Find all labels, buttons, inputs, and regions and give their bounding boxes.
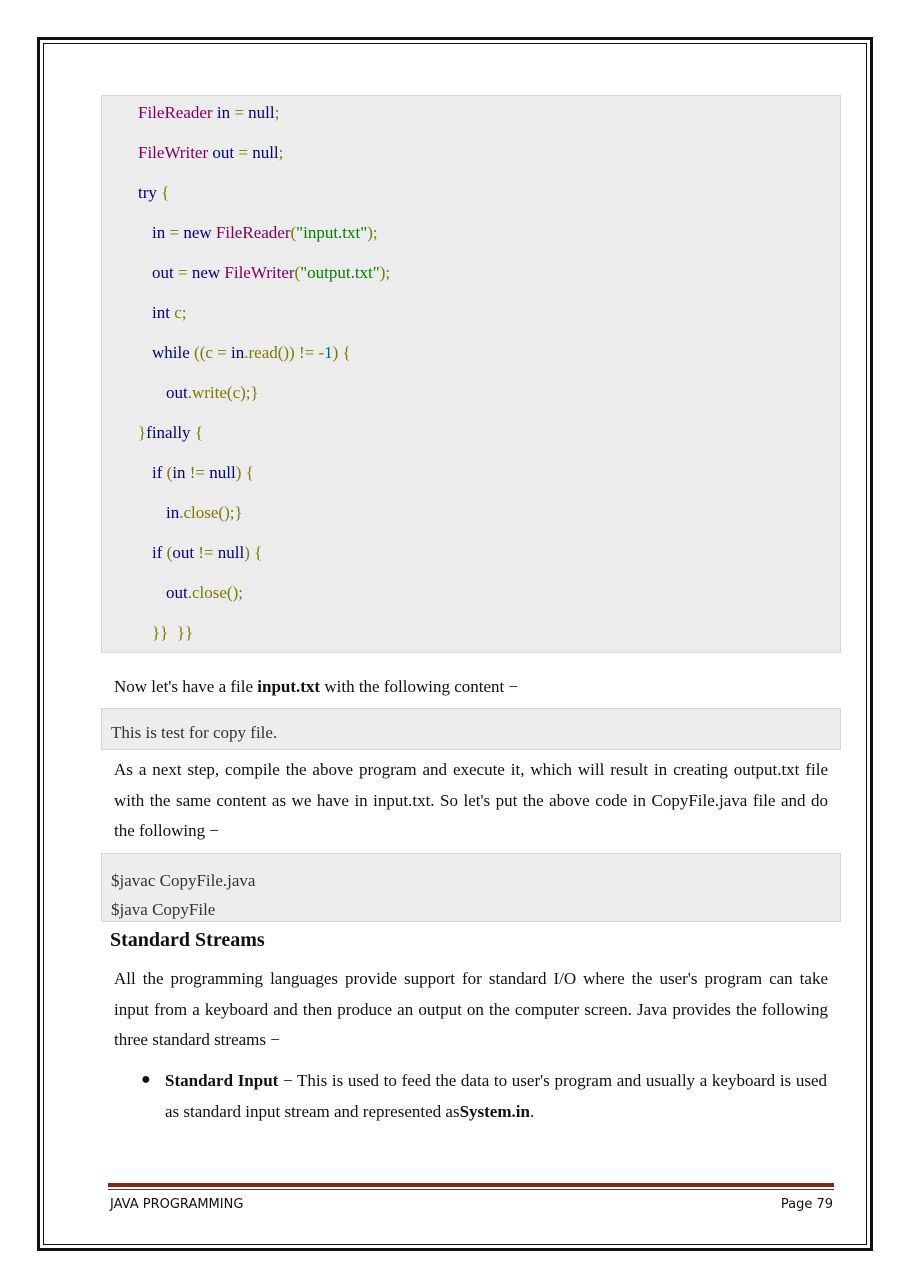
code-token: } [138, 423, 147, 442]
code-token: ( [162, 463, 173, 482]
code-token: new [183, 223, 216, 242]
code-token: in [152, 223, 166, 242]
code-token: = [165, 223, 184, 242]
input-filename: input.txt [257, 677, 321, 696]
code-token: ( [162, 543, 173, 562]
code-line [138, 183, 169, 203]
code-line [152, 343, 351, 363]
code-token: out [166, 383, 188, 402]
code-token: != [194, 543, 218, 562]
code-token: }} }} [152, 623, 194, 642]
code-token: ) { [235, 463, 254, 482]
code-token: .close(); [187, 583, 243, 602]
code-token: int [152, 303, 170, 322]
code-token: = [234, 103, 249, 122]
page-number: Page 79 [780, 1197, 833, 1212]
code-token: in [172, 463, 186, 482]
code-token: ) { [244, 543, 263, 562]
code-token: null [252, 143, 279, 162]
code-token: while [152, 343, 190, 362]
code-token: in [166, 503, 180, 522]
code-line [138, 103, 279, 123]
code-token: null [209, 463, 236, 482]
code-line [166, 503, 243, 523]
code-token: FileReader [138, 103, 213, 122]
input-intro-post: with the following content − [320, 677, 519, 696]
code-line [152, 463, 254, 483]
code-token: "input.txt" [296, 223, 368, 242]
code-token: ((c = [189, 343, 231, 362]
code-token: 1 [324, 343, 333, 362]
command-line-javac: $javac CopyFile.java [111, 871, 256, 890]
input-content-text: This is test for copy file. [111, 723, 278, 742]
code-token: FileReader [215, 223, 291, 242]
code-token: null [217, 543, 245, 562]
code-token: if [152, 543, 163, 562]
code-token: ; [274, 103, 280, 122]
section-heading: Standard Streams [110, 929, 265, 951]
code-token: null [248, 103, 275, 122]
code-line [152, 543, 262, 563]
code-token: .close();} [179, 503, 243, 522]
code-token: out [152, 263, 174, 282]
bullet-standard-input [165, 1065, 827, 1127]
code-line [166, 583, 243, 603]
code-line [152, 263, 390, 283]
code-token: out [208, 143, 239, 162]
paragraph-input-intro [114, 672, 828, 703]
code-token: new [191, 263, 225, 282]
code-line [138, 143, 283, 163]
code-token: FileWriter [224, 263, 295, 282]
bullet-code: System.in [459, 1102, 530, 1121]
code-token: FileWriter [138, 143, 209, 162]
code-token: in [231, 343, 245, 362]
code-token: c; [169, 303, 187, 322]
code-token: .read()) != - [244, 343, 325, 362]
command-box [101, 853, 841, 922]
code-token: in [212, 103, 235, 122]
code-token: try [138, 183, 157, 202]
code-token: != [185, 463, 210, 482]
command-line-java: $java CopyFile [111, 900, 216, 919]
code-token: ( [294, 263, 301, 282]
code-token: if [152, 463, 163, 482]
code-token: finally [146, 423, 191, 442]
code-token: "output.txt" [300, 263, 380, 282]
paragraph-compile: As a next step, compile the above program and execute it, which will result in creating output.txt file with the same content as we have in input.txt. So let's put the above code in CopyFile.java file and do the following − [114, 760, 828, 840]
paragraph-streams: All the programming languages provide support for standard I/O where the user's program can take input from a keyboard and then produce an output on the computer screen. Java provides the following three standard streams − [114, 969, 828, 1049]
code-token: = [173, 263, 192, 282]
code-line [152, 223, 378, 243]
bullet-description: − This is used to feed the data to user's program and usually a keyboard is used as standard input stream and represented as [165, 1071, 828, 1121]
code-token: .write(c);} [187, 383, 259, 402]
code-line [152, 303, 186, 323]
bullet-dot: ● [141, 1071, 151, 1088]
code-line [152, 623, 193, 643]
code-line [166, 383, 259, 403]
code-token: ; [278, 143, 284, 162]
code-token: { [190, 423, 203, 442]
code-token: out [166, 583, 188, 602]
code-token: out [172, 543, 195, 562]
code-token: ); [367, 223, 378, 242]
footer-rule-thick [108, 1183, 834, 1187]
code-token: = [238, 143, 253, 162]
code-line [138, 423, 203, 443]
input-content-box [101, 708, 841, 750]
code-token: ( [290, 223, 297, 242]
code-token: ) { [332, 343, 351, 362]
code-token: { [156, 183, 170, 202]
footer-title: JAVA PROGRAMMING [110, 1197, 244, 1212]
code-block [101, 95, 841, 653]
footer-rule-thin [108, 1189, 834, 1190]
input-intro-pre: Now let's have a file [114, 677, 258, 696]
bullet-end: . [529, 1102, 535, 1121]
bullet-term: Standard Input [165, 1071, 279, 1090]
code-token: ); [379, 263, 391, 282]
